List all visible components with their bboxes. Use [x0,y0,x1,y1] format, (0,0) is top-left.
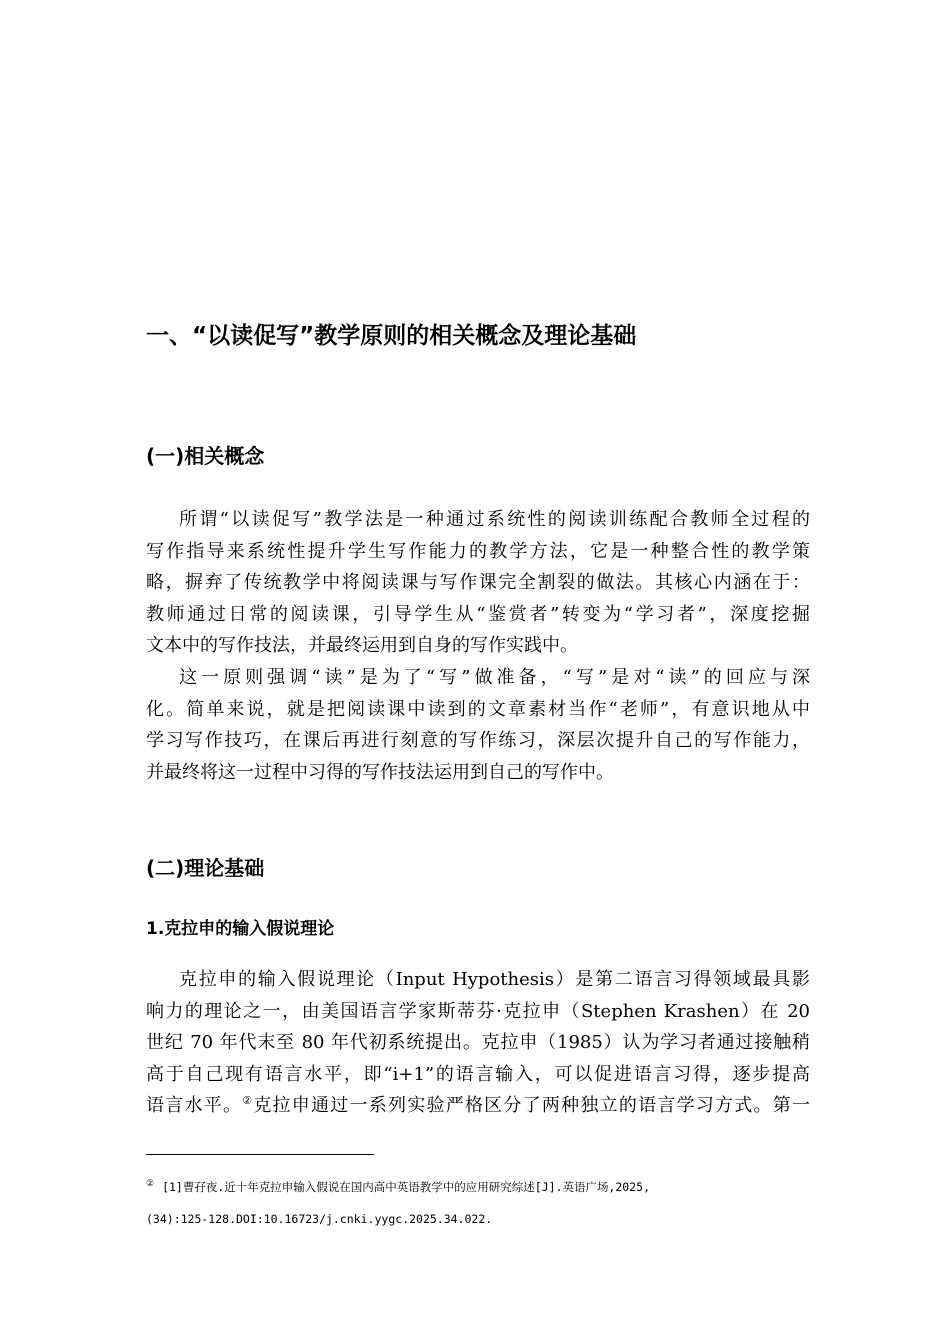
text-line: 这一原则强调“读”是为了“写”做准备，“写”是对“读”的回应与深 [179,667,810,688]
section-heading-theory: (二)理论基础 [146,856,265,880]
paragraph-principle [146,662,810,788]
chapter-heading: 一、“以读促写”教学原则的相关概念及理论基础 [146,323,637,349]
text-line: 化。简单来说，就是把阅读课中读到的文章素材当作“老师”，有意识地从中 [146,698,810,720]
text-line: 克拉申的输入假说理论（Input Hypothesis）是第二语言习得领域最具影 [179,969,810,990]
text-line: 响力的理论之一，由美国语言学家斯蒂芬·克拉申（Stephen Krashen）在 20 [146,1000,810,1022]
footnote-text: [1]曹孖夜.近十年克拉申输入假说在国内高中英语教学中的应用研究综述[J].英语广场,2025, [162,1179,651,1194]
paragraph-krashen [146,964,810,1122]
section-heading-concepts: (一)相关概念 [146,444,265,468]
text-segment: 克拉申通过一系列实验严格区分了两种独立的语言学习方式。第一 [253,1095,810,1116]
text-line: 学习写作技巧，在课后再进行刻意的写作练习，深层次提升自己的写作能力， [146,730,810,751]
subsection-heading-krashen: 1.克拉申的输入假说理论 [146,919,335,939]
text-line: 并最终将这一过程中习得的写作技法运用到自己的写作中。 [146,761,614,783]
footnote-divider [146,1154,374,1155]
text-line: 写作指导来系统性提升学生写作能力的教学方法，它是一种整合性的教学策 [146,540,810,562]
footnote-line-2 [146,1211,826,1227]
text-line: 略，摒弃了传统教学中将阅读课与写作课完全割裂的做法。其核心内涵在于： [146,572,810,593]
text-line [146,1090,810,1122]
text-line: 文本中的写作技法，并最终运用到自身的写作实践中。 [146,635,578,656]
footnote-line-1 [146,1176,826,1195]
text-line: 世纪 70 年代末至 80 年代初系统提出。克拉申（1985）认为学习者通过接触稍 [146,1032,810,1053]
text-segment: 语言水平。 [146,1095,243,1116]
footnote-mark: ② [146,1179,155,1189]
footnote-text: (34):125-128.DOI:10.16723/j.cnki.yygc.2025.34.022. [146,1212,493,1226]
text-line: 教师通过日常的阅读课，引导学生从“鉴赏者”转变为“学习者”，深度挖掘 [146,603,810,625]
text-line: 高于自己现有语言水平，即“i+1”的语言输入，可以促进语言习得，逐步提高 [146,1063,810,1085]
paragraph-definition [146,504,810,662]
footnote-reference[interactable]: ② [242,1094,254,1107]
text-line: 所谓“以读促写”教学法是一种通过系统性的阅读训练配合教师全过程的 [179,509,810,530]
